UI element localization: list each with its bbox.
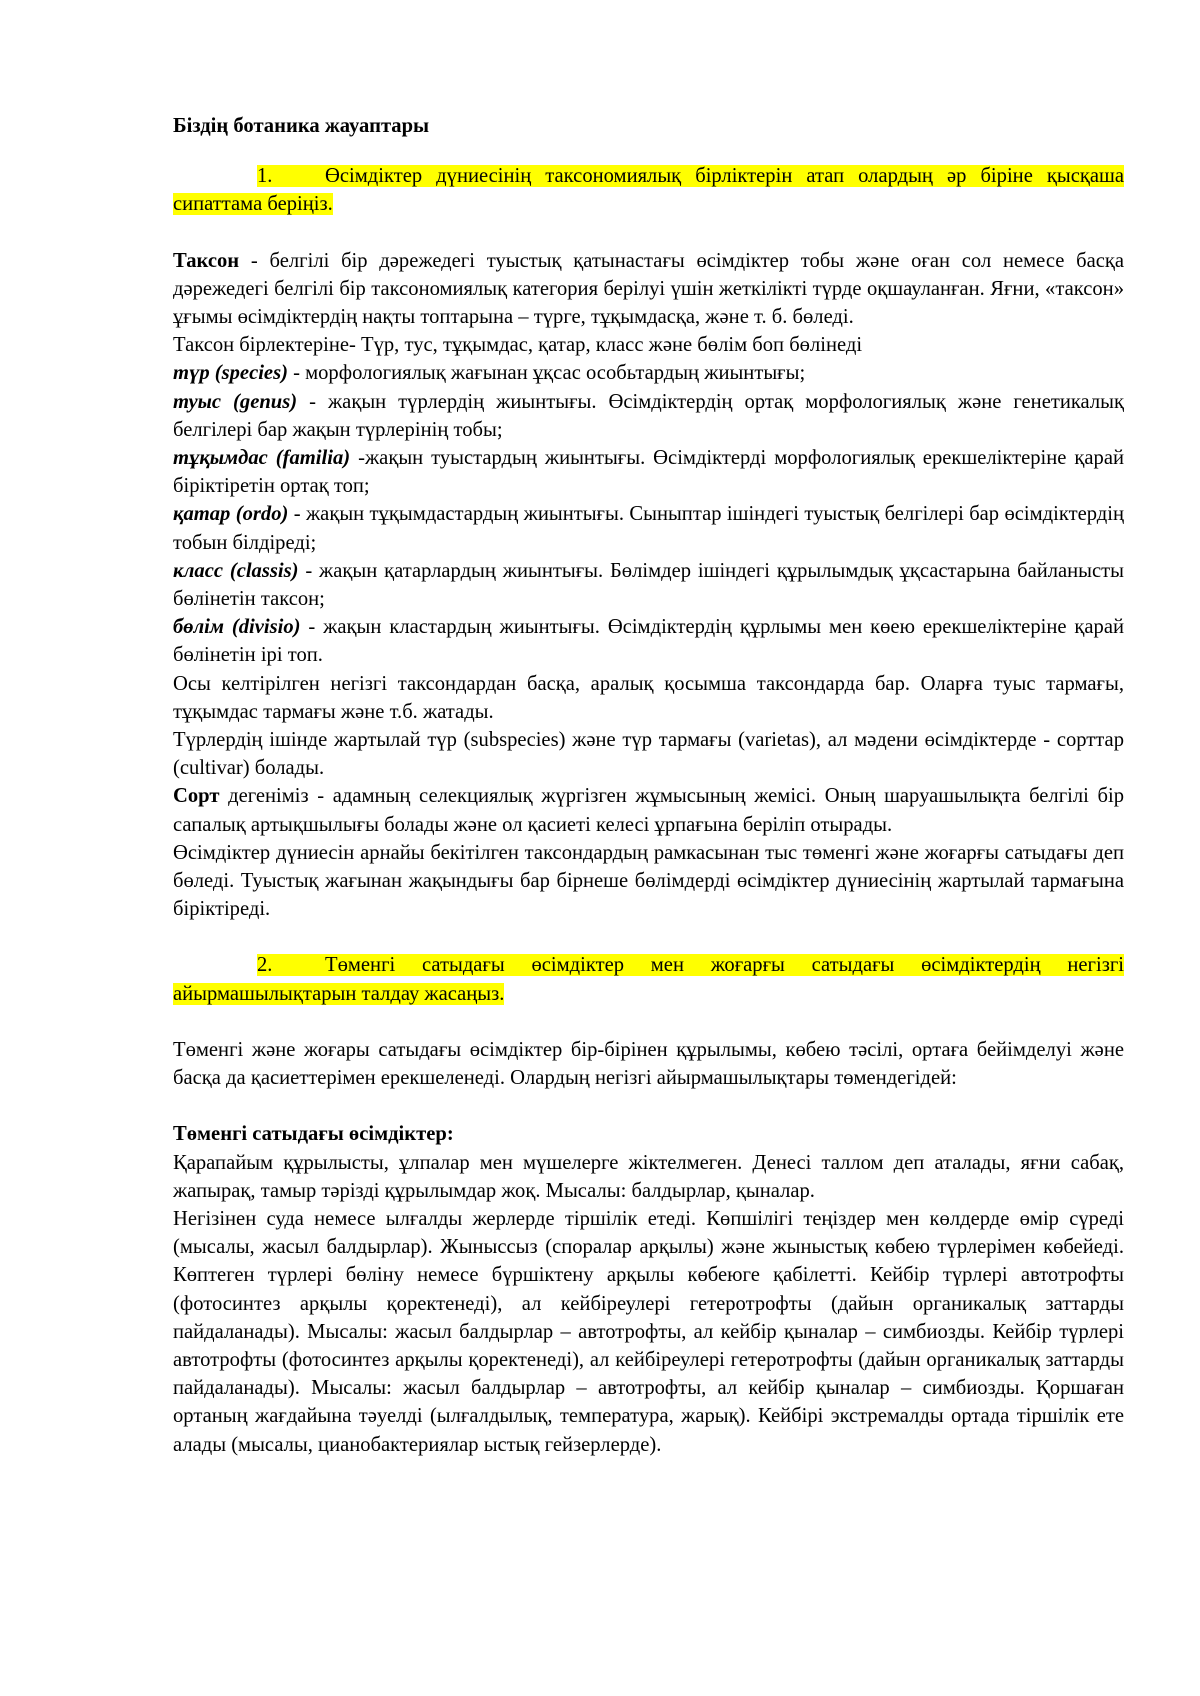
question-1-highlight: [173, 165, 1124, 215]
definition-text: - жақын түрлердің жиынтығы. Өсімдіктердің ортақ морфологиялық және генетикалық белгілері бар жақын түрлерінің тобы;: [173, 390, 1124, 441]
spacer: [173, 219, 1124, 247]
definition-text: - жақын тұқымдастардың жиынтығы. Сыныптар ішіндегі туыстық белгілері бар өсімдіктердің тобын білдіреді;: [173, 503, 1124, 554]
spacer: [173, 923, 1124, 951]
definition-ordo: [173, 500, 1124, 556]
taxon-term: Таксон: [173, 249, 240, 272]
definition-classis: [173, 557, 1124, 613]
differences-intro-paragraph: Төменгі және жоғары сатыдағы өсімдіктер бір-бірінен құрылымы, көбею тәсілі, ортаға бейімделуі және басқа да қасиеттерімен ерекшеленеді. Олардың негізгі айырмашылықтары төмендегідей:: [173, 1038, 1124, 1090]
lower-plants-heading: Төменгі сатыдағы өсімдіктер:: [173, 1123, 454, 1146]
plant-kingdom-paragraph: Өсімдіктер дүниесін арнайы бекітілген таксондардың рамкасынан тыс төменгі және жоғарғы сатыдағы деп бөледі. Туыстық жағынан жақындығы бар бірнеше бөлімдерді өсімдіктер дүниесінің жартылай тармағына біріктіреді.: [173, 841, 1124, 921]
spacer: [173, 1092, 1124, 1120]
cultivar-text: дегеніміз - адамның селекциялық жүргізген жұмысының жемісі. Оның шаруашылықта белгілі бір сапалық артықшылығы болады және ол қасиеті келесі ұрпағына беріліп отырады.: [173, 785, 1124, 836]
definition-term: класс (classis): [173, 559, 299, 582]
definition-divisio: [173, 613, 1124, 669]
question-1-number: 1.: [257, 165, 273, 188]
cultivar-term: Сорт: [173, 785, 220, 808]
question-2: [173, 951, 1124, 1007]
definition-genus: [173, 388, 1124, 444]
definition-term: бөлім (divisio): [173, 616, 301, 639]
spacer: [173, 1008, 1124, 1036]
lower-plants-habitat-paragraph: Негізінен суда немесе ылғалды жерлерде тіршілік етеді. Көпшілігі теңіздер мен көлдерде өмір сүреді (мысалы, жасыл балдырлар). Жыныссыз (споралар арқылы) және жыныстық көбею түрлерімен көбейеді. Көптеген түрлері бөліну немесе бүршіктену арқылы көбеюге қабілетті. Кейбір түрлері автотрофты (фотосинтез арқылы қоректенеді), ал кейбіреулері гетеротрофты (дайын органикалық заттарды пайдаланады). Мысалы: жасыл балдырлар – автотрофты, ал кейбір қыналар – симбиозды. Кейбір түрлері автотрофты (фотосинтез арқылы қоректенеді), ал кейбіреулері гетеротрофты (дайын органикалық заттарды пайдаланады). Мысалы: жасыл балдырлар – автотрофты, ал кейбір қыналар – симбиозды. Қоршаған ортаның жағдайына тәуелді (ылғалдылық, температура, жарық). Кейбірі экстремалды ортада тіршілік ете алады (мысалы, цианобактериялар ыстық гейзерлерде).: [173, 1207, 1124, 1456]
question-2-highlight: [173, 954, 1124, 1004]
definition-text: - жақын кластардың жиынтығы. Өсімдіктердің құрлымы мен көею ерекшеліктеріне қарай бөлінетін ірі топ.: [173, 616, 1125, 667]
subspecies-paragraph: Түрлердің ішінде жартылай түр (subspecies) және түр тармағы (varietas), ал мәдени өсімдіктерде - сорттар (cultivar) болады.: [173, 729, 1124, 780]
document-body: [173, 112, 1124, 1459]
intermediate-taxa-paragraph: Осы келтірілген негізгі таксондардан басқа, аралық қосымша таксондарда бар. Оларға туыс тармағы, тұқымдас тармағы және т.б. жатады.: [173, 672, 1124, 723]
taxon-text: - белгілі бір дәрежедегі туыстық қатынастағы өсімдіктер тобы және оған сол немесе басқа дәрежедегі белгілі бір таксономиялық категория берілуі үшін жеткілікті түрде оқшауланған. Яғни, «таксон» ұғымы өсімдіктердің нақты топтарына – түрге, тұқымдасқа, және т. б. бөледі.: [173, 249, 1124, 329]
question-1: [173, 162, 1124, 218]
cultivar-paragraph: [173, 782, 1124, 838]
definition-term: туыс (genus): [173, 390, 298, 413]
taxon-paragraph: [173, 247, 1124, 332]
definition-species: [173, 359, 1124, 387]
definition-term: түр (species): [173, 362, 288, 385]
definition-text: -жақын туыстардың жиынтығы. Өсімдіктерді морфологиялық ерекшеліктеріне қарай біріктіретін ортақ топ;: [173, 447, 1124, 498]
taxon-units-paragraph: Таксон бірлектеріне- Түр, тус, тұқымдас, қатар, класс және бөлім боп бөлінеді: [173, 334, 863, 357]
definition-term: тұқымдас (familia): [173, 447, 351, 470]
question-2-text: Төменгі сатыдағы өсімдіктер мен жоғарғы сатыдағы өсімдіктердің негізгі айырмашылықтарын талдау жасаңыз.: [173, 954, 1124, 1005]
question-2-number: 2.: [257, 954, 273, 977]
definition-text: - жақын қатарлардың жиынтығы. Бөлімдер ішіндегі құрылымдық ұқсастарына байланысты бөлінетін таксон;: [173, 559, 1124, 611]
definition-term: қатар (ordo): [173, 503, 289, 526]
definition-text: - морфологиялық жағынан ұқсас особьтардың жиынтығы;: [287, 362, 806, 385]
question-1-text: Өсімдіктер дүниесінің таксономиялық бірліктерін атап олардың әр біріне қысқаша сипаттама беріңіз.: [173, 165, 1124, 216]
lower-plants-structure-paragraph: Қарапайым құрылысты, ұлпалар мен мүшелерге жіктелмеген. Денесі таллом деп аталады, яғни сабақ, жапырақ, тамыр тәрізді құрылымдар жоқ. Мысалы: балдырлар, қыналар.: [173, 1151, 1124, 1202]
document-title: Біздің ботаника жауаптары: [173, 115, 430, 137]
definition-familia: [173, 444, 1124, 500]
